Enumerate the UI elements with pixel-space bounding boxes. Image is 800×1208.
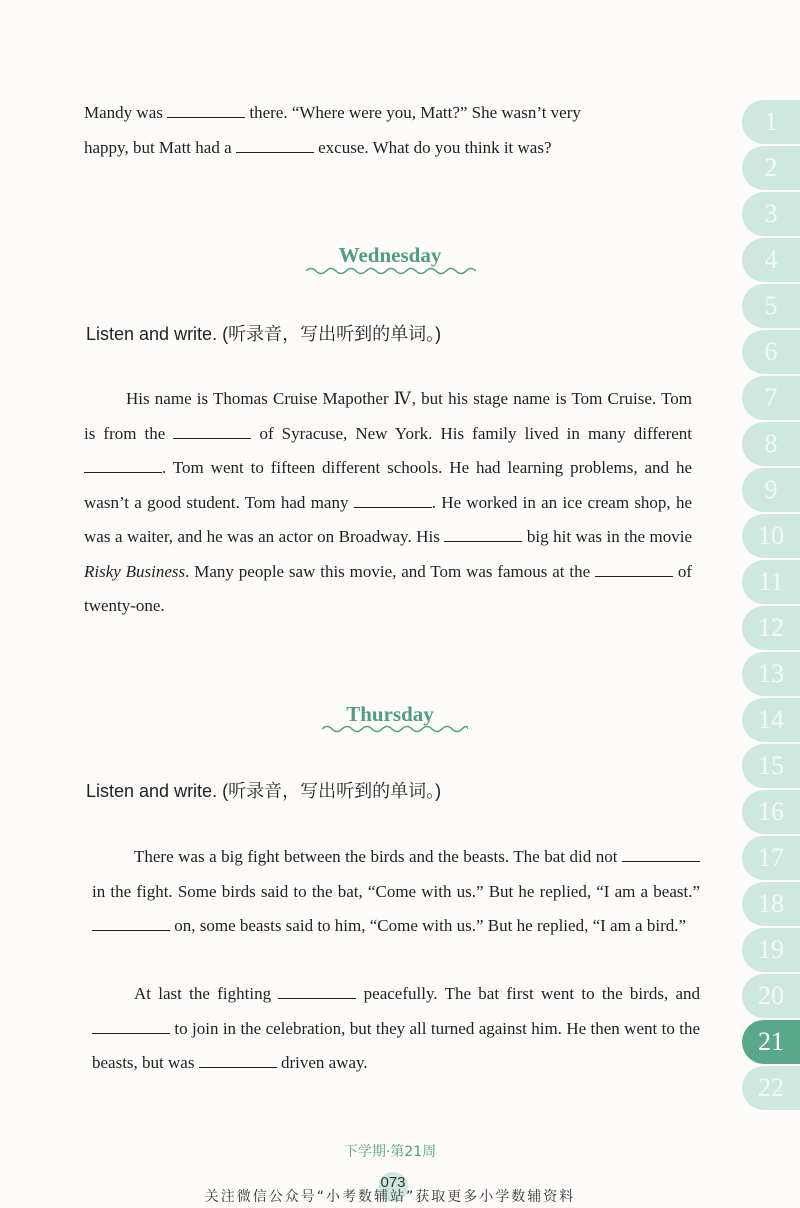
week-tab[interactable]: 16 (742, 790, 800, 834)
wednesday-paragraph (84, 382, 692, 624)
passage-text: At last the fighting (134, 984, 272, 1003)
answer-blank[interactable] (278, 997, 356, 999)
wave-underline-icon (322, 724, 468, 734)
wednesday-instruction: Listen and write. (听录音，写出听到的单词。) (86, 324, 442, 344)
week-tab[interactable]: 1 (742, 100, 800, 144)
week-tab[interactable]: 2 (742, 146, 800, 190)
passage-text: peacefully. The bat first went to the birds, and (363, 984, 701, 1003)
answer-blank[interactable] (622, 860, 700, 862)
watermark-text: 关注微信公众号“小考数辅站”获取更多小学数辅资料 (204, 1189, 576, 1205)
passage-text: . He worked in an ice cream shop, he was a waiter, and he was an actor on Broadway. His (84, 492, 693, 546)
week-tab[interactable]: 20 (742, 974, 800, 1018)
answer-blank[interactable] (167, 116, 245, 118)
thursday-title: Thursday (346, 702, 434, 726)
week-tab[interactable]: 18 (742, 882, 800, 926)
thursday-instruction: Listen and write. (听录音，写出听到的单词。) (86, 781, 442, 801)
passage-text: of twenty-one. (84, 561, 693, 615)
movie-title: Risky Business (84, 561, 186, 581)
answer-blank[interactable] (84, 471, 162, 473)
answer-blank[interactable] (595, 575, 673, 577)
intro-text: Mandy was (84, 103, 163, 122)
intro-text: happy, but Matt had a (84, 137, 232, 157)
intro-paragraph (84, 96, 692, 165)
week-tab[interactable]: 4 (742, 238, 800, 282)
answer-blank[interactable] (236, 151, 314, 153)
page-number: 073 (380, 1174, 406, 1191)
week-tab[interactable]: 19 (742, 928, 800, 972)
answer-blank[interactable] (444, 540, 522, 542)
intro-text: there. “Where were you, Matt?” She wasn’t very (249, 103, 581, 122)
week-tab[interactable]: 12 (742, 606, 800, 650)
passage-text: big hit was in the movie (526, 527, 693, 546)
passage-text: His name is Thomas Cruise Mapother Ⅳ, but his stage name is Tom Cruise. Tom is from the (84, 389, 692, 443)
week-tab[interactable]: 22 (742, 1066, 800, 1110)
passage-text: of Syracuse, New York. His family lived in many different (259, 423, 693, 443)
answer-blank[interactable] (199, 1066, 277, 1068)
week-tab[interactable]: 10 (742, 514, 800, 558)
answer-blank[interactable] (92, 1032, 170, 1034)
passage-text: on, some beasts said to him, “Come with us.” But he replied, “I am a bird.” (174, 916, 687, 935)
week-tab[interactable]: 13 (742, 652, 800, 696)
passage-text: in the fight. Some birds said to the bat, “Come with us.” But he replied, “I am a beast.” (92, 881, 700, 901)
passage-text: . Tom went to fifteen different schools. He had learning problems, and he wasn’t a good student. Tom had many (84, 458, 692, 512)
thursday-paragraph-2 (92, 977, 700, 1081)
week-tab[interactable]: 5 (742, 284, 800, 328)
thursday-paragraph-1 (92, 840, 700, 944)
week-tab[interactable]: 9 (742, 468, 800, 512)
wednesday-title: Wednesday (338, 243, 442, 267)
intro-text: excuse. What do you think it was? (318, 137, 552, 157)
passage-text: . Many people saw this movie, and Tom was famous at the (185, 561, 591, 581)
footer-week-label: 下学期·第21周 (343, 1144, 437, 1160)
passage-text: to join in the celebration, but they all turned against him. He then went to the beasts, but was (92, 1018, 700, 1072)
week-tab-active[interactable]: 21 (742, 1020, 800, 1064)
answer-blank[interactable] (173, 437, 251, 439)
week-tab[interactable]: 11 (742, 560, 800, 604)
week-tab[interactable]: 15 (742, 744, 800, 788)
passage-text: driven away. (280, 1053, 368, 1072)
answer-blank[interactable] (354, 506, 432, 508)
answer-blank[interactable] (92, 929, 170, 931)
week-tab[interactable]: 3 (742, 192, 800, 236)
week-tab[interactable]: 14 (742, 698, 800, 742)
week-tab[interactable]: 7 (742, 376, 800, 420)
wave-underline-icon (306, 266, 476, 276)
week-tab[interactable]: 6 (742, 330, 800, 374)
week-tab[interactable]: 17 (742, 836, 800, 880)
passage-text: There was a big fight between the birds and the beasts. The bat did not (134, 847, 618, 866)
week-tab[interactable]: 8 (742, 422, 800, 466)
